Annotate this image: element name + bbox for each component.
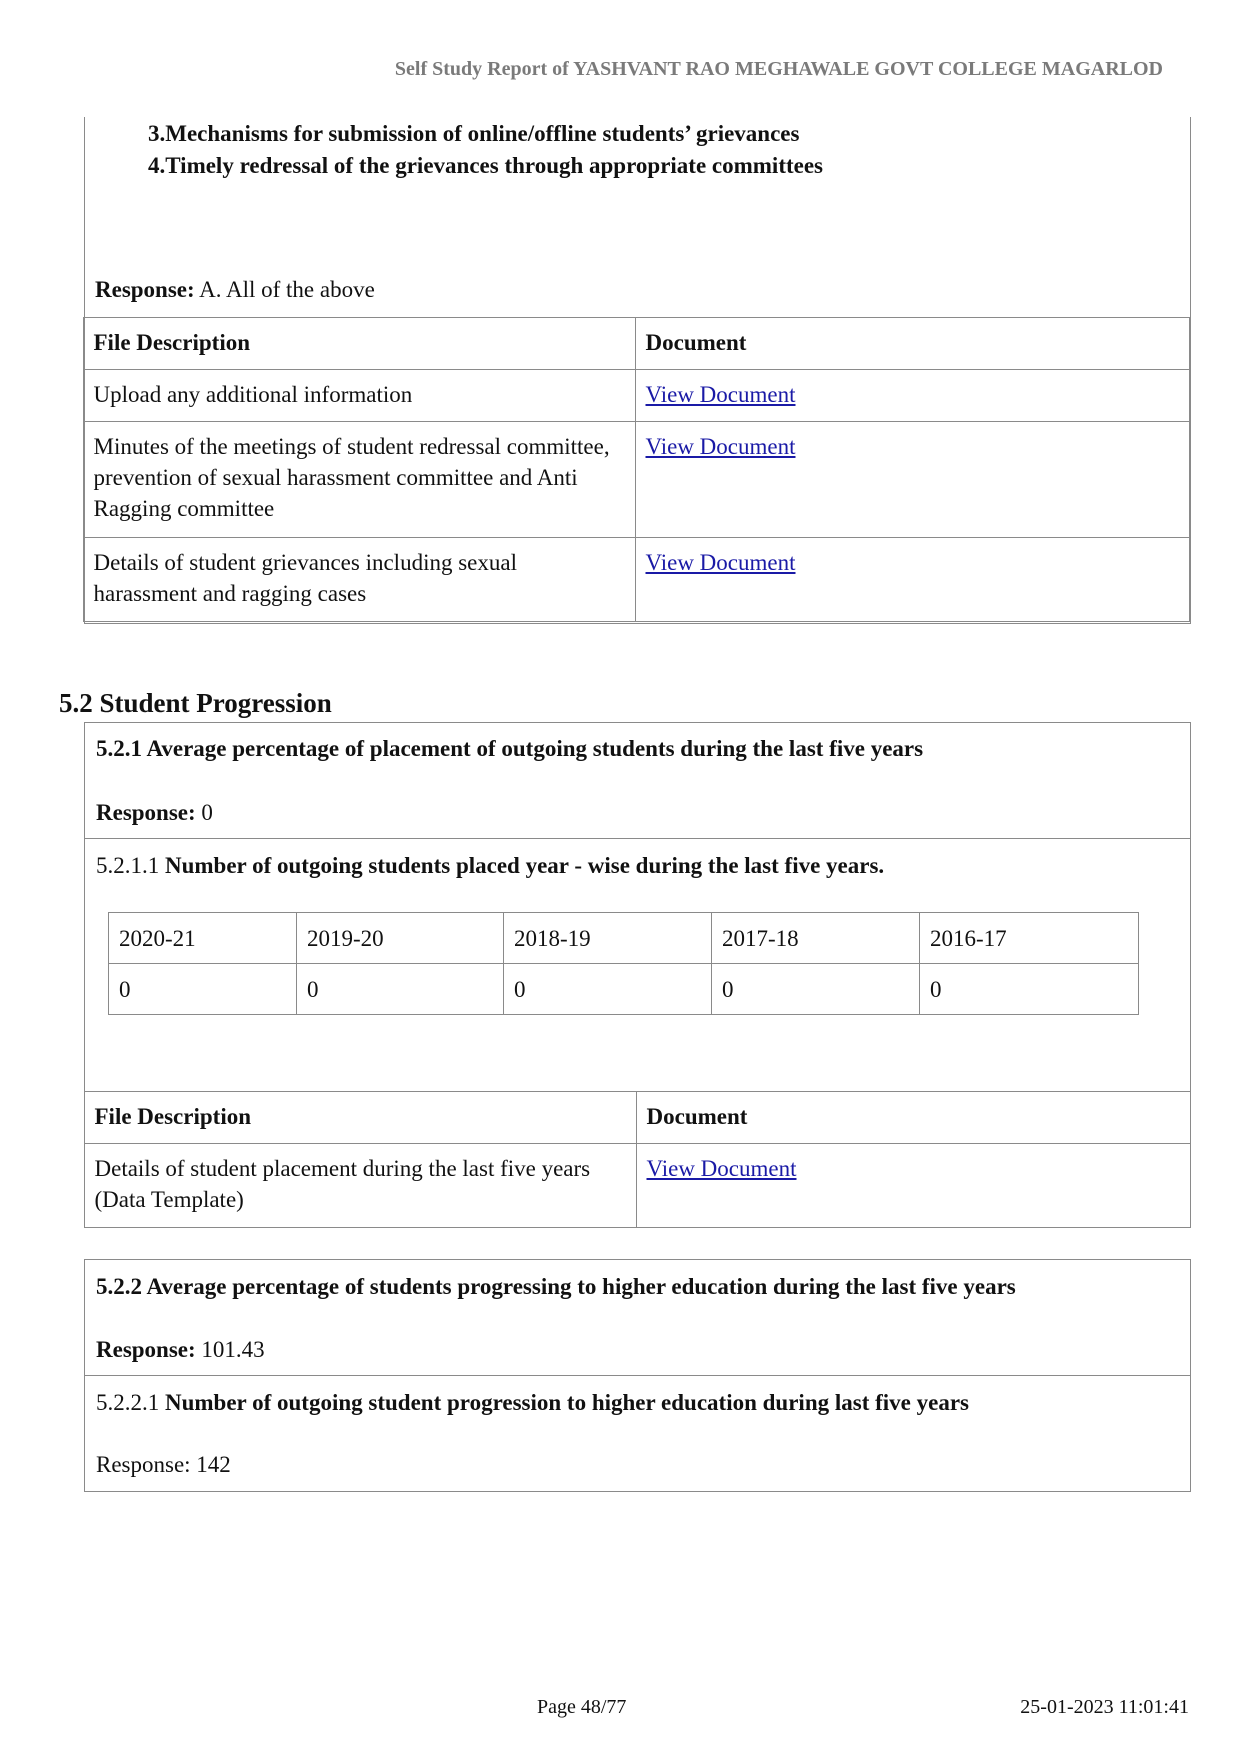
- table-row: [84, 1144, 1190, 1228]
- response-line: [96, 800, 213, 826]
- year-cell: 2018-19: [504, 913, 712, 964]
- value-cell: 0: [920, 964, 1139, 1015]
- report-header-title: Self Study Report of YASHVANT RAO MEGHAWALE GOVT COLLEGE MAGARLOD: [394, 58, 1163, 80]
- view-document-link[interactable]: View Document: [646, 1156, 797, 1181]
- view-document-link[interactable]: View Document: [645, 434, 796, 459]
- list-item: 3.Mechanisms for submission of online/offline students’ grievances: [148, 121, 800, 146]
- response-value: 101.43: [195, 1337, 265, 1362]
- value-row: [109, 964, 1139, 1015]
- response-line: [96, 1337, 265, 1363]
- value-cell: 0: [712, 964, 920, 1015]
- list-item: 4.Timely redressal of the grievances through appropriate committees: [148, 153, 824, 178]
- column-header-document: Document: [635, 318, 1189, 370]
- response-value: 0: [195, 800, 213, 825]
- file-description: Details of student grievances including sexual harassment and ragging cases: [83, 538, 635, 622]
- year-cell: 2019-20: [297, 913, 504, 964]
- file-description: Details of student placement during the last five years (Data Template): [84, 1144, 636, 1228]
- response-label: Response:: [96, 1337, 196, 1362]
- year-cell: 2016-17: [920, 913, 1139, 964]
- file-description: Upload any additional information: [83, 370, 635, 422]
- table-header-row: [84, 1092, 1190, 1144]
- generated-timestamp: 25-01-2023 11:01:41: [1020, 1696, 1189, 1718]
- table-header-row: [83, 318, 1189, 370]
- value-cell: 0: [504, 964, 712, 1015]
- column-header-file-description: File Description: [83, 318, 635, 370]
- view-document-link[interactable]: View Document: [645, 550, 796, 575]
- response-label: Response:: [96, 800, 196, 825]
- year-cell: 2020-21: [109, 913, 297, 964]
- sub-metric-title: 5.2.1.1 Number of outgoing students placed year - wise during the last five years.: [96, 853, 885, 878]
- year-wise-placement-table: [108, 912, 1139, 1015]
- response-line: [95, 277, 375, 303]
- column-header-document: Document: [636, 1092, 1190, 1144]
- column-header-file-description: File Description: [84, 1092, 636, 1144]
- file-description-table: [84, 1091, 1191, 1228]
- metric-title: 5.2.1 Average percentage of placement of outgoing students during the last five years: [96, 736, 924, 761]
- response-label: Response:: [95, 277, 195, 302]
- grievance-mechanism-list: [148, 118, 823, 182]
- sub-metric-title: 5.2.2.1 Number of outgoing student progression to higher education during last five years: [96, 1390, 969, 1415]
- sub-metric-response: Response: 142: [96, 1452, 231, 1477]
- year-header-row: [109, 913, 1139, 964]
- section-heading-student-progression: 5.2 Student Progression: [59, 688, 332, 718]
- response-value: A. All of the above: [194, 277, 375, 302]
- value-cell: 0: [297, 964, 504, 1015]
- file-description-table: [83, 317, 1190, 622]
- page-number: Page 48/77: [537, 1696, 627, 1718]
- divider: [85, 838, 1190, 839]
- value-cell: 0: [109, 964, 297, 1015]
- divider: [85, 1375, 1190, 1376]
- table-row: [83, 538, 1189, 622]
- year-cell: 2017-18: [712, 913, 920, 964]
- table-row: [83, 370, 1189, 422]
- file-description: Minutes of the meetings of student redressal committee, prevention of sexual harassment committee and Anti Ragging committee: [83, 422, 635, 538]
- criterion-block-5-2-2: [84, 1259, 1191, 1492]
- view-document-link[interactable]: View Document: [645, 382, 796, 407]
- criterion-block-5-2-1: [84, 722, 1191, 1228]
- table-row: [83, 422, 1189, 538]
- metric-title: 5.2.2 Average percentage of students progressing to higher education during the last five years: [96, 1274, 1016, 1299]
